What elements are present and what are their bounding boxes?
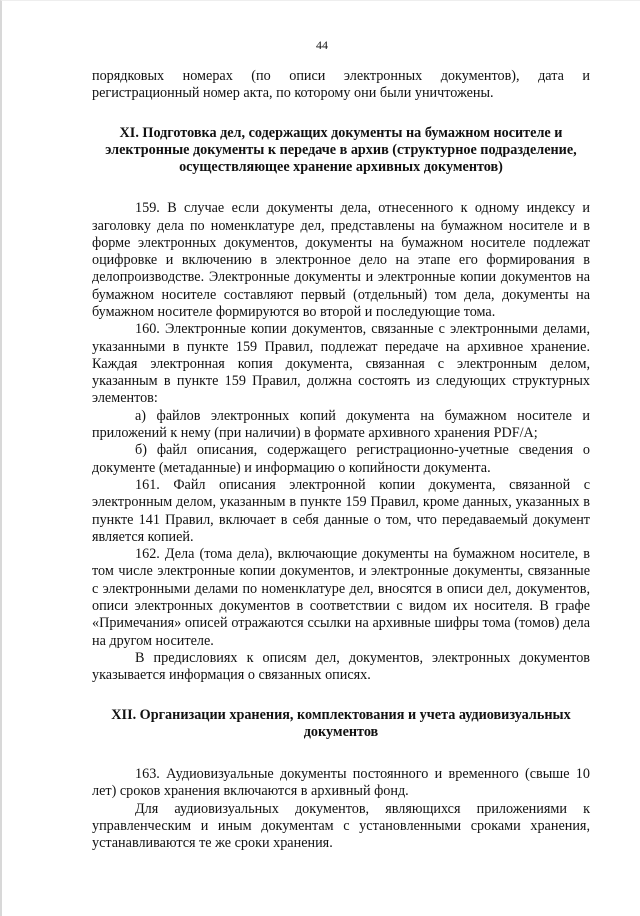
paragraph-160: 160. Электронные копии документов, связанные с электронными делами, указанными в пункте 159 Правил, подлежат передаче на архивное хранение. Каждая электронная копия документа, связанная с электронным делом, указанным в пункте 159 Правил, должна состоять из следующих структурных элементов:: [92, 321, 590, 407]
paragraph-162: 162. Дела (тома дела), включающие документы на бумажном носителе, в том числе электронные копии документов, и электронные документы, связанные с электронными делами по номенклатуре дел, вносятся в описи дел, документов, описи электронных документов в соответствии с видом их носителя. В графе «Примечания» описей отражаются ссылки на архивные шифры тома (томов) дела на другом носителе.: [92, 546, 590, 649]
paragraph-162-preface: В предисловиях к описям дел, документов, электронных документов указывается информация о связанных описях.: [92, 649, 590, 684]
section-xi-heading: XI. Подготовка дел, содержащих документы на бумажном носителе и электронные документы к передаче в архив (структурное подразделение, осуществляющее хранение архивных документов): [105, 124, 577, 175]
intro-paragraph: порядковых номерах (по описи электронных документов), дата и регистрационный номер акта, по которому они были уничтожены.: [92, 68, 590, 102]
paragraph-160-a: а) файлов электронных копий документа на бумажном носителе и приложений к нему (при наличии) в формате архивного хранения PDF/A;: [92, 407, 590, 442]
paragraph-163-appendix: Для аудиовизуальных документов, являющихся приложениями к управленческим и иным документам с установленными сроками хранения, устанавливаются те же сроки хранения.: [92, 800, 590, 852]
section-xii-heading: XII. Организации хранения, комплектования и учета аудиовизуальных документов: [111, 706, 571, 740]
document-body: [92, 68, 590, 852]
paragraph-159: 159. В случае если документы дела, отнесенного к одному индексу и заголовку дела по номенклатуре дел, представлены на бумажном носителе и в форме электронных документов, документы на бумажном носителе подлежат оцифровке и включению в электронное дело на этапе его формирования в делопроизводстве. Электронные документы и электронные копии документов на бумажном носителе составляют первый (отдельный) том дела, документы на бумажном носителе формируются во второй и последующие тома.: [92, 200, 590, 320]
paragraph-160-b: б) файл описания, содержащего регистрационно-учетные сведения о документе (метаданные) и информацию о копийности документа.: [92, 442, 590, 476]
page-number: 44: [316, 38, 328, 52]
paragraph-161: 161. Файл описания электронной копии документа, связанной с электронным делом, указанным в пункте 159 Правил, кроме данных, указанных в пункте 141 Правил, включает в себя данные о том, что передаваемый документ является копией.: [92, 476, 590, 545]
paragraph-163: 163. Аудиовизуальные документы постоянного и временного (свыше 10 лет) сроков хранения включаются в архивный фонд.: [92, 765, 590, 800]
